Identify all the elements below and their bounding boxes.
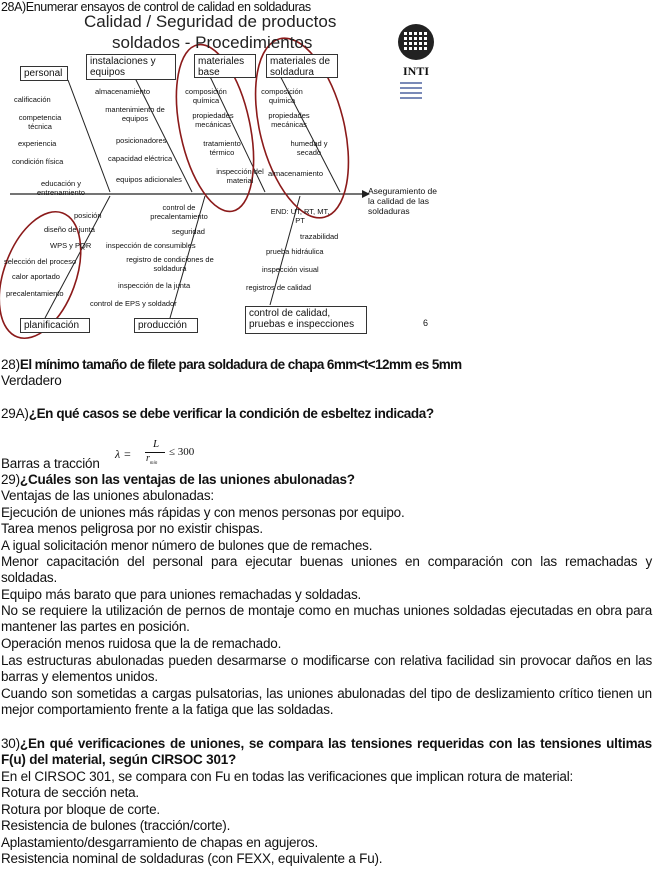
question-28a: 28A)Enumerar ensayos de control de calidad en soldaduras <box>1 0 311 14</box>
inti-logo <box>392 22 440 112</box>
formula-rhs: ≤ 300 <box>169 446 195 458</box>
q28-number: 28) <box>1 357 20 372</box>
formula-lhs: λ = <box>115 447 132 461</box>
formula-denominator <box>146 453 157 466</box>
q29a-answer: Barras a tracción <box>1 456 100 471</box>
q29-line-3: A igual solicitación menor número de bulones que de remaches. <box>1 538 373 553</box>
q29-line-9: Cuando son sometidas a cargas pulsatorias, las uniones abulonadas del tipo de deslizamiento crítico tienen un mejor comportamiento frente a la fatiga que las soldadas. <box>1 686 652 718</box>
box-planificacion: planificación <box>20 318 90 333</box>
box-produccion: producción <box>134 318 198 333</box>
label-ctrl-1: trazabilidad <box>300 232 339 241</box>
label-plan-5: precalentamiento <box>6 289 64 298</box>
q29-line-2: Tarea menos peligrosa por no existir chispas. <box>1 521 263 536</box>
label-personal-3: condición física <box>12 157 64 166</box>
label-mbase-1: propiedades mecánicas <box>192 111 234 129</box>
label-prod-1: seguridad <box>172 227 205 236</box>
label-plan-1: diseño de junta <box>44 225 95 234</box>
q29-text: ¿Cuáles son las ventajas de las uniones abulonadas? <box>19 472 355 487</box>
label-ctrl-0: END: UT, RT, MT, PT <box>270 207 330 225</box>
outcome-line-1: la calidad de las <box>368 196 429 206</box>
label-mbase-2: tratamiento térmico <box>203 139 241 157</box>
question-28 <box>1 357 462 373</box>
q30-line-0: En el CIRSOC 301, se compara con Fu en todas las verificaciones que implican rotura de material: <box>1 769 574 784</box>
formula-den-r: r <box>146 453 150 464</box>
box-instalaciones: instalaciones y equipos <box>86 54 176 80</box>
label-plan-0: posición <box>74 211 102 220</box>
outcome-line-2: soldaduras <box>368 206 410 216</box>
box-materiales-soldadura: materiales de soldadura <box>266 54 338 78</box>
label-prod-2: inspección de consumibles <box>106 241 196 250</box>
label-msold-1: propiedades mecánicas <box>268 111 310 129</box>
label-instalaciones-3: capacidad eléctrica <box>108 154 173 163</box>
outcome-label <box>368 186 437 216</box>
formula-numerator: L <box>152 438 160 450</box>
q29-line-7: Operación menos ruidosa que la de remachado. <box>1 636 282 651</box>
label-prod-0: control de precalentamiento <box>150 203 208 221</box>
q30-line-2: Rotura por bloque de corte. <box>1 802 160 817</box>
q29-line-0: Ventajas de las uniones abulonadas: <box>1 488 214 503</box>
label-instalaciones-2: posicionadores <box>116 136 167 145</box>
box-materiales-base: materiales base <box>194 54 256 78</box>
label-prod-4: inspección de la junta <box>118 281 191 290</box>
q29-line-4: Menor capacitación del personal para ejecutar buenas uniones en comparación con las remachadas y soldadas. <box>1 554 652 586</box>
outcome-line-0: Aseguramiento de <box>368 186 437 196</box>
q30-line-1: Rotura de sección neta. <box>1 785 139 800</box>
q29-line-6: No se requiere la utilización de pernos de montaje como en muchas uniones soldadas ejecutadas en obra para mantener las partes en posición. <box>1 603 652 635</box>
slide-number: 6 <box>423 318 429 328</box>
label-ctrl-3: inspección visual <box>262 265 319 274</box>
q29-number: 29) <box>1 472 20 487</box>
q28-answer: Verdadero <box>1 373 62 388</box>
q29a-number: 29A) <box>1 406 29 421</box>
label-ctrl-4: registros de calidad <box>246 283 312 292</box>
box-control-calidad: control de calidad, pruebas e inspecciones <box>245 306 367 334</box>
formula-den-sub: mín <box>149 461 158 466</box>
q30-number: 30) <box>1 736 20 751</box>
label-msold-0: composición química <box>261 87 303 105</box>
label-instalaciones-4: equipos adicionales <box>116 175 182 184</box>
q30-text: ¿En qué verificaciones de uniones, se compara las tensiones requeridas con las tensiones ultimas F(u) del material, según CIRSOC 301? <box>1 736 652 768</box>
label-personal-4: educación y entrenamiento <box>37 179 85 197</box>
q30-line-4: Aplastamiento/desgarramiento de chapas en agujeros. <box>1 835 319 850</box>
label-personal-1: competencia técnica <box>18 113 62 131</box>
label-plan-3: selección del proceso <box>4 257 77 266</box>
question-30 <box>1 736 652 769</box>
q30-line-5: Resistencia nominal de soldaduras (con FEXX, equivalente a Fu). <box>1 851 383 866</box>
label-mbase-0: composición química <box>185 87 227 105</box>
inti-emblem-icon <box>392 22 440 62</box>
fishbone-diagram <box>0 0 460 340</box>
label-plan-2: WPS y PQR <box>50 241 92 250</box>
figure-title-line1: Calidad / Seguridad de productos <box>84 12 337 31</box>
q30-line-3: Resistencia de bulones (tracción/corte). <box>1 818 231 833</box>
q29-line-8: Las estructuras abulonadas pueden desarmarse o modificarse con relativa facilidad sin provocar daños en las barras y elementos unidos. <box>1 653 652 685</box>
label-msold-3: almacenamiento <box>268 169 324 178</box>
label-ctrl-2: prueba hidráulica <box>266 247 324 256</box>
label-mbase-3: inspección del material <box>216 167 264 185</box>
label-plan-4: calor aportado <box>12 272 60 281</box>
label-prod-3: registro de condiciones de soldadura <box>126 255 214 273</box>
label-msold-2: humedad y secado <box>290 139 328 157</box>
q28-text: El mínimo tamaño de filete para soldadura de chapa 6mm<t<12mm es 5mm <box>19 357 462 372</box>
label-prod-5: control de EPS y soldador <box>90 299 177 308</box>
q29a-text: ¿En qué casos se debe verificar la condición de esbeltez indicada? <box>28 406 434 421</box>
label-instalaciones-1: mantenimiento de equipos <box>105 105 165 123</box>
label-instalaciones-0: almacenamiento <box>95 87 151 96</box>
label-personal-2: experiencia <box>18 139 57 148</box>
box-personal: personal <box>20 66 68 81</box>
question-29a <box>1 406 434 422</box>
slenderness-formula <box>115 438 205 468</box>
inti-logo-text: INTI <box>402 64 429 78</box>
q29-line-1: Ejecución de uniones más rápidas y con menos personas por equipo. <box>1 505 405 520</box>
inti-bars-icon <box>392 80 440 110</box>
label-personal-0: calificación <box>14 95 51 104</box>
figure-title-line2: soldados - Procedimientos <box>112 33 313 52</box>
q29-line-5: Equipo más barato que para uniones remachadas y soldadas. <box>1 587 362 602</box>
question-29 <box>1 472 355 488</box>
